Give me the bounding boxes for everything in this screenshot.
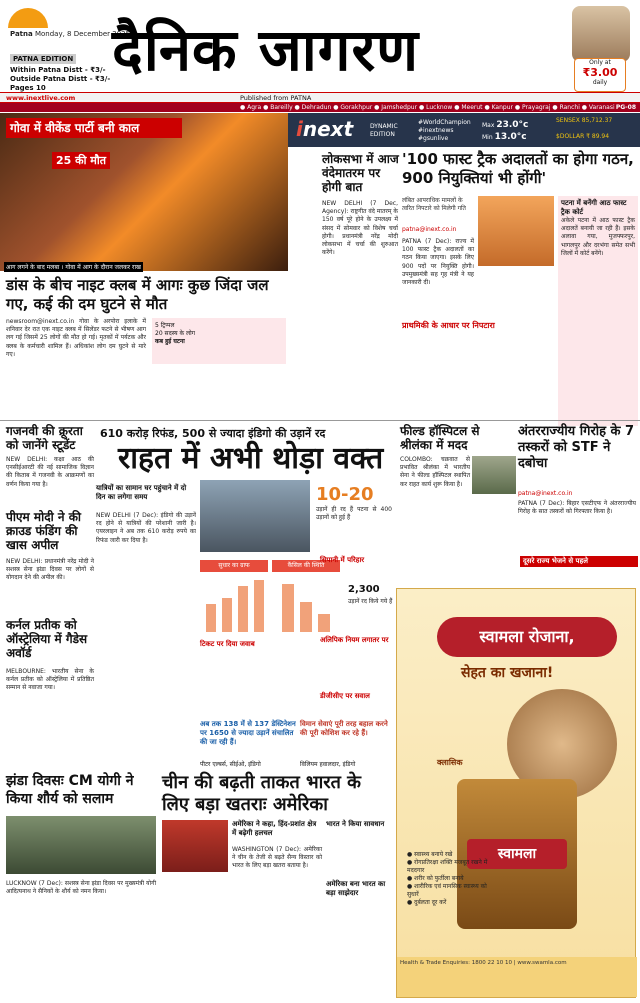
pages-count: Pages 10: [10, 84, 46, 92]
swamla-ad[interactable]: [396, 588, 636, 998]
chart2-svg: [272, 574, 340, 634]
sensex-value: SENSEX 85,712.37: [556, 117, 613, 124]
cancel-head: सिपानी में परिहार: [320, 556, 365, 564]
ad-benefit: ● शरीर को फुर्तीला बनाये: [407, 875, 464, 882]
divider: [0, 420, 640, 421]
china-body: WASHINGTON (7 Dec): अमेरिका ने चीन के तेजी से बढ़ते सैन्य विस्तार को भारत के लिए बड़ा खतरा बताया है।: [232, 846, 322, 870]
goa-fact-1: 5 ट्रिप्पल: [155, 322, 175, 329]
goa-deaths: 25 की मौत: [52, 152, 110, 169]
indigo-stat: 10-20: [316, 484, 374, 505]
indigo-body: NEW DELHI (7 Dec): इंडिगो की उड़ानें रद होने से यात्रियों की परेशानी जारी है। एयरलाइन ने अब तक 610 करोड़ रुपये का रिफंड जारी कर दिया है।: [96, 512, 196, 544]
celebrity-photo: [572, 6, 630, 62]
ad-benefit: ● दुर्बलता दूर करें: [407, 899, 447, 906]
ad-tagline: सेहत का खजाना!: [461, 665, 554, 681]
price-badge: [574, 58, 626, 92]
edition-label: PATNA EDITION: [10, 54, 76, 64]
goa-facts: [152, 318, 286, 364]
china-sub1: अमेरिका ने कहा, हिंद-प्रशांत क्षेत्र में बढ़ेगी हलचल: [232, 820, 317, 837]
fasttrack-headline: '100 फास्ट ट्रैक अदालतों का होगा गठन, 900 नियुक्तियां भी होंगी': [402, 150, 634, 187]
pm-body: NEW DELHI: प्रधानमंत्री नरेंद्र मोदी ने सशस्त्र सेना झंडा दिवस पर लोगों से योगदान देने की अपील की।: [6, 558, 94, 582]
price-info: [10, 66, 110, 93]
flagday-headline: झंडा दिवसः CM योगी ने किया शौर्य को सलाम: [6, 773, 134, 807]
sun-logo-icon: [8, 8, 48, 28]
goa-headline: डांस के बीच नाइट क्लब में आगः कुछ जिंदा जल गए, कई की दम घुटने से मौत: [6, 276, 269, 313]
goa-banner: गोवा में वीकेंड पार्टी बनी काल: [6, 118, 182, 138]
indigo-byline1: पीटर एल्बर्स, सीईओ, इंडिगो: [200, 761, 261, 768]
fasttrack-subhead: प्राथमिकी के आधार पर निपटारा: [402, 321, 495, 330]
follow-head: अलिपिक नियम लगातर पर: [320, 636, 389, 644]
stf-body: PATNA (7 Dec): बिहार एसटीएफ ने अंतरराज्यीय गिरोह के सात तस्करों को गिरफ्तार किया है।: [518, 500, 636, 516]
inext-bar: [288, 113, 640, 147]
dgca-head: डीजीसीए पर सवाल: [320, 692, 370, 700]
chart2-bar-3: [318, 614, 330, 632]
china-sub3: अमेरिका बना भारत का बड़ा साझेदार: [326, 880, 386, 897]
goa-fact-3: कब हुई घटना: [155, 338, 185, 345]
inext-logo: [296, 117, 353, 141]
ad-product: स्वामला: [467, 839, 567, 869]
chart1-bar-3: [238, 586, 248, 632]
page-code: PG-08: [615, 104, 636, 111]
cities-list: ● Agra ● Bareilly ● Dehradun ● Gorakhpur ● Jamshedpur ● Lucknow ● Meerut ● Kanpur ● Prayagraj ● Ranchi ● Varanasi: [240, 104, 615, 111]
hospital-photo: [472, 456, 516, 494]
colonel-body: MELBOURNE: भारतीय सेना के कर्नल प्रतीक को ऑस्ट्रेलिया में प्रतिष्ठित सम्मान से नवाजा गया।: [6, 668, 94, 692]
fasttrack-body: PATNA (7 Dec): राज्य में 100 फास्ट ट्रैक अदालतों का गठन किया जाएगा। इसके लिए 900 पदों पर नियुक्ति होगी। उपमुख्यमंत्री सह गृह मंत्री ने यह जानकारी दी।: [402, 238, 474, 287]
dynamic-edition: DYNAMIC EDITION: [370, 123, 398, 138]
indigo-sub: यात्रियों का सामान घर पहुंचाने में दो दिन का लगेगा समय: [96, 484, 187, 501]
cancel-count-text: उड़ानें रद किये गये हैं: [348, 598, 393, 605]
ad-benefit: ● रोगप्रतिरक्षा शक्ति मजबूत रखने में मददगार: [407, 859, 488, 874]
china-sub2: भारत ने किया सावधान: [326, 820, 385, 828]
date-label: Monday, 8 December 2025: [34, 30, 131, 38]
ad-benefits: [407, 851, 497, 907]
gajnavi-headline: गजनवी की क्रूरता को जानेंगे स्टूडेंट: [6, 424, 83, 452]
stf-headline: अंतरराज्यीय गिरोह के 7 तस्करों को STF ने दबोचा: [518, 424, 635, 471]
indigo-quote1: अब तक 138 में से 137 डेस्टिनेशन पर 1650 से ज्यादा उड़ानें संचालित की जा रही हैं।: [200, 720, 296, 746]
goa-body: newsroom@inext.co.in गोवा के अरपोरा इलाके में शनिवार देर रात एक नाइट क्लब में सिलेंडर फटने से भीषण आग लग गई जिसमें 25 लोगों की मौत हो गई। मृतकों में पर्यटक और क्लब के कर्मचारी शामिल हैं। अधिकांश लोग दम घुटने से मारे गए।: [6, 318, 146, 358]
ad-brand: स्वामला रोजाना,: [437, 617, 617, 657]
inext-logo-next: next: [302, 117, 354, 141]
indigo-quote2: विमान सेवाएं पूरी तरह बहाल करने की पूरी कोशिश कर रहे हैं।: [300, 720, 388, 737]
price-daily: daily: [592, 79, 608, 86]
ticket-head: टिकट पर दिया जवाब: [200, 640, 255, 648]
ad-classic: क्लासिक: [437, 758, 463, 767]
max-label: Max: [482, 122, 495, 129]
stf-box-head: दूसरे राज्य भेजने से पहले: [520, 556, 638, 567]
airport-photo: [200, 480, 310, 552]
indigo-kicker: 610 करोड़ रिफंड, 500 से ज्यादा इंडिगो की उड़ानें रद: [100, 427, 326, 440]
chart2-bar-1: [282, 584, 294, 632]
masthead: [0, 0, 640, 92]
goa-caption: आग लगने के बाद मलबा । गोवा में आग के दौरान जलकर राख: [6, 264, 141, 271]
fasttrack-quote-label: लंबित आपराधिक मामलों के त्वरित निपटारे को मिलेगी गति: [402, 197, 466, 212]
indigo-headline: राहत में अभी थोड़ा वक्त: [118, 441, 384, 476]
newspaper-title: दैनिक जागरण: [112, 16, 420, 84]
city-label: Patna: [10, 30, 33, 38]
min-label: Min: [482, 134, 493, 141]
cancel-count: 2,300: [348, 584, 380, 595]
ad-footer: Health & Trade Enquiries: 1800 22 10 10 | www.swamla.com: [397, 957, 637, 997]
price-within: Within Patna Distt - ₹3/-: [10, 66, 106, 74]
price-outside: Outside Patna Distt - ₹3/-: [10, 75, 111, 83]
loksabha-body: NEW DELHI (7 Dec, Agency): राष्ट्रगीत वंदे मातरम् के 150 वर्ष पूरे होने के उपलक्ष्य में संसद में सोमवार को विशेष चर्चा होगी। प्रधानमंत्री नरेंद्र मोदी लोकसभा में चर्चा की शुरुआत करेंगे।: [322, 200, 398, 257]
chart1-svg: [200, 574, 268, 634]
stf-email[interactable]: patna@inext.co.in: [518, 490, 573, 497]
colonel-headline: कर्नल प्रतीक को ऑस्ट्रेलिया में गैडेस अवॉर्ड: [6, 618, 88, 660]
loksabha-headline: लोकसभा में आज वंदेमातरम पर होगी बात: [322, 152, 399, 194]
gajnavi-body: NEW DELHI: कक्षा आठ की एनसीईआरटी की नई सामाजिक विज्ञान की किताब में गजनवी के आक्रमणों का वर्णन किया गया है।: [6, 456, 94, 488]
fasttrack-email[interactable]: patna@inext.co.in: [402, 226, 457, 233]
ad-benefit: ● शारीरिक एवं मानसिक स्वास्थ्य को सुधारें: [407, 883, 487, 898]
dollar-value: $DOLLAR ₹ 89.94: [556, 133, 610, 140]
hospital-headline: फील्ड हॉस्पिटल से श्रीलंका में मदद: [400, 424, 480, 452]
hospital-body: COLOMBO: चक्रवात से प्रभावित श्रीलंका में भारतीय सेना ने फील्ड हॉस्पिटल स्थापित कर राहत कार्य शुरू किया है।: [400, 456, 470, 488]
indigo-stat-text: उड़ानें ही रद हैं पटना से 400 उड़ानों को हुई हैं: [316, 506, 392, 522]
min-temp: 13.0°c: [494, 132, 527, 142]
goa-fact-2: 20 सदस्य के लोग: [155, 330, 196, 337]
published-from: Published from PATNA: [240, 94, 312, 102]
pm-headline: पीएम मोदी ने की क्राउड फंडिंग की खास अपील: [6, 510, 82, 552]
chart2-title: कैंसिल की स्थिति: [272, 560, 340, 572]
indigo-byline2: विलियम हवालदार, इंडिगो: [300, 761, 356, 768]
minister-photo: [478, 196, 554, 266]
chart1-bar-4: [254, 580, 264, 632]
cities-bar: [0, 103, 640, 112]
fasttrack-sidebox: [558, 196, 638, 426]
china-flag-photo: [162, 820, 228, 872]
flagday-photo: [6, 816, 156, 874]
flagday-body: LUCKNOW (7 Dec): सशस्त्र सेना झंडा दिवस पर मुख्यमंत्री योगी आदित्यनाथ ने सैनिकों के शौर्य को नमन किया।: [6, 880, 156, 896]
chart1-bar-1: [206, 604, 216, 632]
website-link[interactable]: www.inextlive.com: [6, 94, 76, 102]
price-only-at: Only at: [589, 59, 611, 66]
top-strip: [0, 92, 640, 103]
china-headline: चीन की बढ़ती ताकत भारत के लिए बड़ा खतराः अमेरिका: [162, 772, 362, 815]
fasttrack-side-head: पटना में बनेंगी आठ फास्ट ट्रैक कोर्ट: [561, 199, 627, 216]
hashtags: #WorldChampion #inextnews #gsunlive: [418, 119, 471, 142]
chart1-title: सुधार का ग्राफ: [200, 560, 268, 572]
price-value: ₹3.00: [582, 66, 618, 79]
fasttrack-side-body: अकेले पटना में आठ फास्ट ट्रैक अदालतें बनायी जा रही हैं। इसके अलावा गया, मुजफ्फरपुर, भागलपुर और दरभंगा समेत सभी जिलों में कोर्ट बनेंगे।: [561, 217, 635, 257]
max-temp: 23.0°c: [496, 120, 529, 130]
chart2-bar-2: [300, 602, 312, 632]
inext-logo-i: i: [296, 117, 303, 141]
ad-benefit: ● स्वास्थ्य बनाये रखे: [407, 851, 453, 858]
chart1-bar-2: [222, 598, 232, 632]
